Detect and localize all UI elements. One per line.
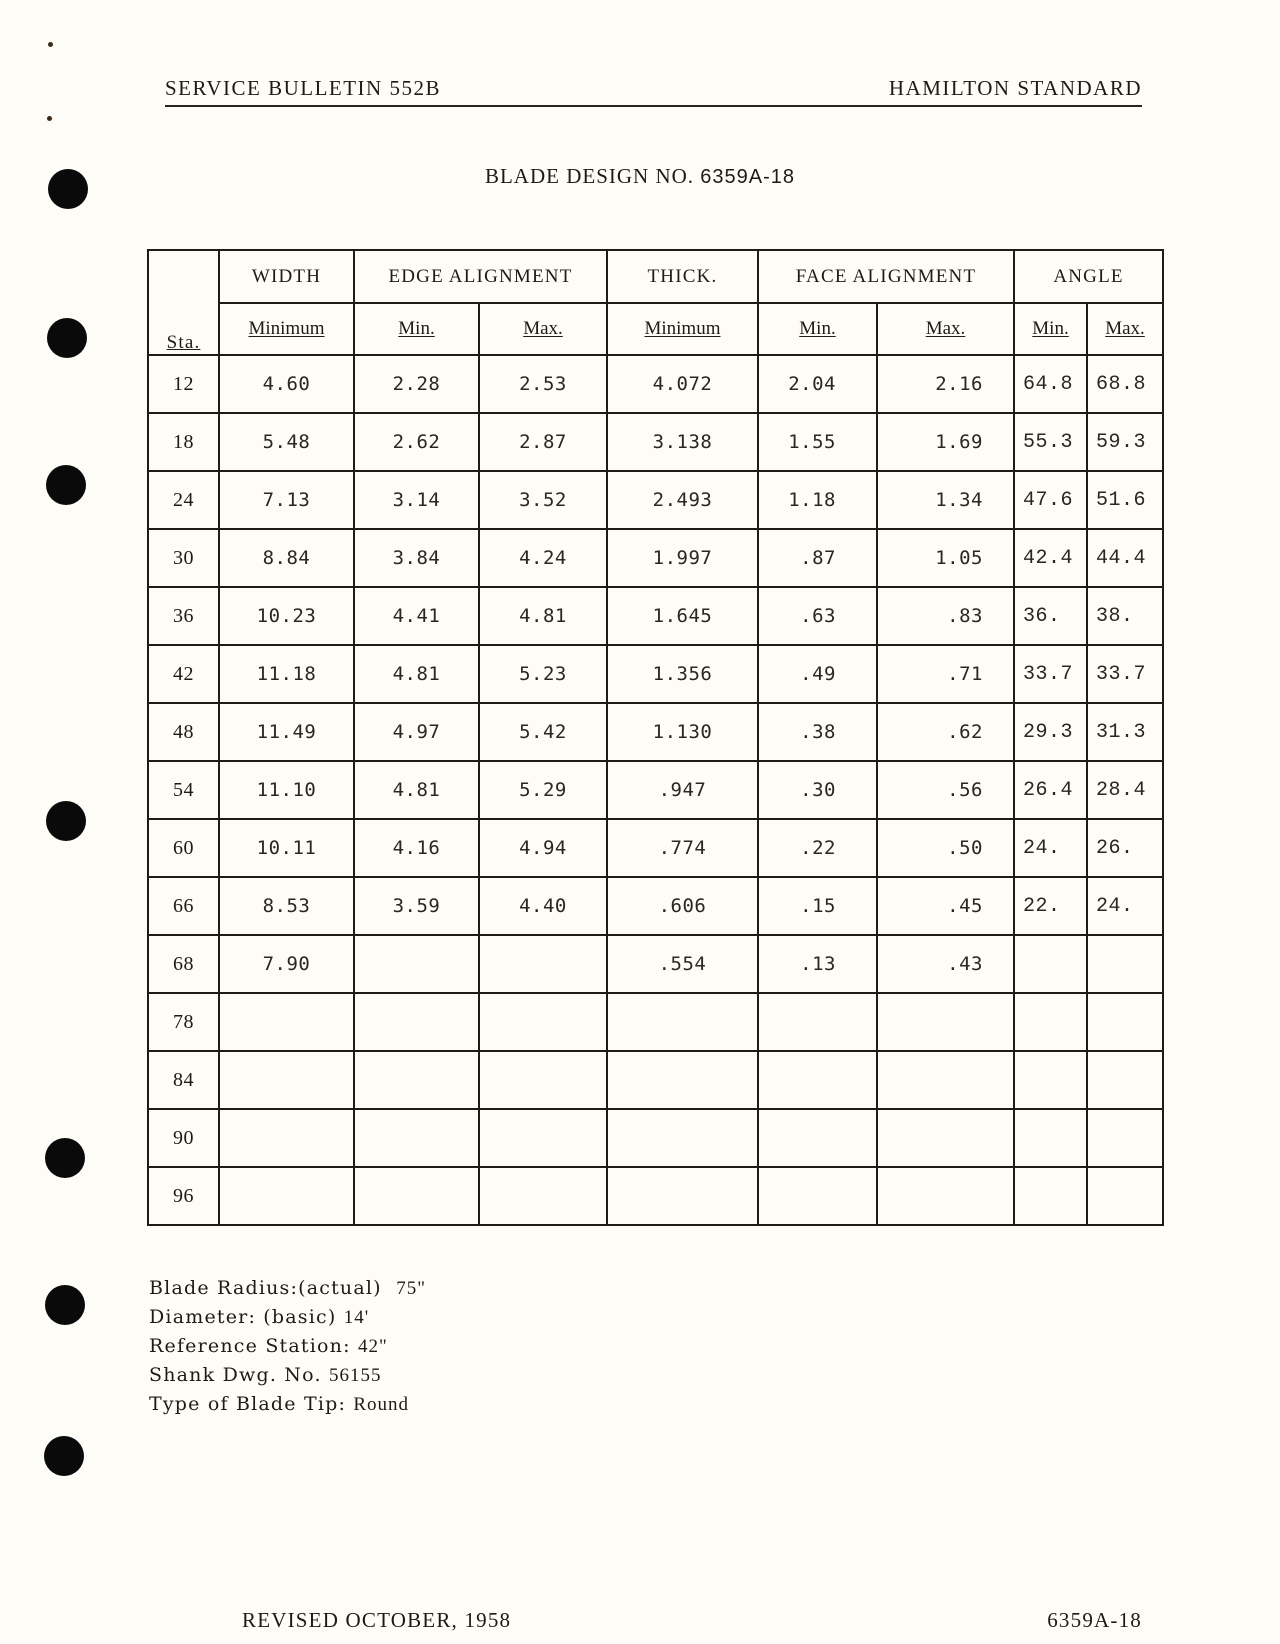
angle-max-cell [1087, 935, 1163, 993]
thick-cell [607, 1051, 758, 1109]
thick-cell [607, 993, 758, 1051]
width-cell [219, 1051, 354, 1109]
station-cell: 42 [148, 645, 219, 703]
face-max-cell: .83 [877, 587, 1014, 645]
width-cell [219, 1167, 354, 1225]
angle-max-cell: 26. [1087, 819, 1163, 877]
angle-max-cell: 28.4 [1087, 761, 1163, 819]
station-cell: 18 [148, 413, 219, 471]
edge-max-cell: 4.94 [479, 819, 607, 877]
edge-max-cell: 2.87 [479, 413, 607, 471]
edge-min-cell: 4.16 [354, 819, 479, 877]
edge-min-cell: 4.41 [354, 587, 479, 645]
width-cell: 11.49 [219, 703, 354, 761]
thick-cell: 1.997 [607, 529, 758, 587]
thick-cell: 1.130 [607, 703, 758, 761]
binder-hole [46, 465, 86, 505]
face-min-cell [758, 1051, 877, 1109]
width-cell: 7.13 [219, 471, 354, 529]
sub-header-width-min: Minimum [219, 303, 354, 355]
face-max-cell: .56 [877, 761, 1014, 819]
face-max-cell: 2.16 [877, 355, 1014, 413]
binder-hole [45, 1285, 85, 1325]
col-header-angle: ANGLE [1014, 250, 1163, 303]
station-cell: 48 [148, 703, 219, 761]
angle-max-cell: 33.7 [1087, 645, 1163, 703]
edge-min-cell [354, 993, 479, 1051]
face-min-cell: .63 [758, 587, 877, 645]
edge-max-cell: 4.81 [479, 587, 607, 645]
face-min-cell: .22 [758, 819, 877, 877]
col-header-width: WIDTH [219, 250, 354, 303]
edge-max-cell [479, 1051, 607, 1109]
table-row [148, 935, 1163, 993]
thick-cell: 2.493 [607, 471, 758, 529]
header-rule [165, 105, 1142, 107]
binder-hole [46, 801, 86, 841]
table-row [148, 471, 1163, 529]
table-row [148, 645, 1163, 703]
edge-max-cell: 5.29 [479, 761, 607, 819]
angle-max-cell: 51.6 [1087, 471, 1163, 529]
face-max-cell [877, 1051, 1014, 1109]
angle-max-cell [1087, 1051, 1163, 1109]
angle-min-cell [1014, 1167, 1087, 1225]
face-max-cell: .43 [877, 935, 1014, 993]
edge-max-cell: 4.24 [479, 529, 607, 587]
note-shank-dwg: Shank Dwg. No. 56155 [149, 1364, 382, 1386]
edge-min-cell [354, 1109, 479, 1167]
angle-min-cell [1014, 1109, 1087, 1167]
station-cell: 84 [148, 1051, 219, 1109]
width-cell: 4.60 [219, 355, 354, 413]
angle-max-cell: 68.8 [1087, 355, 1163, 413]
note-blade-radius: Blade Radius:(actual) 75" [149, 1277, 427, 1299]
angle-max-cell: 24. [1087, 877, 1163, 935]
table-row [148, 993, 1163, 1051]
station-cell: 36 [148, 587, 219, 645]
angle-min-cell: 26.4 [1014, 761, 1087, 819]
face-min-cell: .13 [758, 935, 877, 993]
edge-min-cell: 3.59 [354, 877, 479, 935]
angle-min-cell: 64.8 [1014, 355, 1087, 413]
angle-min-cell: 33.7 [1014, 645, 1087, 703]
face-min-cell: 1.18 [758, 471, 877, 529]
sub-header-angle-min: Min. [1014, 303, 1087, 355]
edge-max-cell: 4.40 [479, 877, 607, 935]
face-min-cell: 1.55 [758, 413, 877, 471]
sub-header-angle-max: Max. [1087, 303, 1163, 355]
thick-cell: 4.072 [607, 355, 758, 413]
face-max-cell: .50 [877, 819, 1014, 877]
station-cell: 66 [148, 877, 219, 935]
blade-spec-table [147, 249, 1164, 1226]
width-cell [219, 993, 354, 1051]
face-max-cell: .45 [877, 877, 1014, 935]
table-row [148, 529, 1163, 587]
angle-min-cell [1014, 935, 1087, 993]
binder-hole [47, 318, 87, 358]
width-cell: 11.10 [219, 761, 354, 819]
thick-cell [607, 1167, 758, 1225]
thick-cell [607, 1109, 758, 1167]
angle-max-cell: 59.3 [1087, 413, 1163, 471]
edge-min-cell: 4.81 [354, 645, 479, 703]
station-cell: 78 [148, 993, 219, 1051]
sub-header-row [148, 303, 1163, 355]
width-cell: 7.90 [219, 935, 354, 993]
face-min-cell: .49 [758, 645, 877, 703]
title-label: BLADE DESIGN NO. [484, 164, 695, 188]
face-max-cell [877, 1109, 1014, 1167]
note-reference-station: Reference Station: 42" [149, 1335, 388, 1357]
angle-max-cell [1087, 1167, 1163, 1225]
sub-header-thick-min: Minimum [607, 303, 758, 355]
col-header-edge-alignment: EDGE ALIGNMENT [354, 250, 607, 303]
table-row [148, 761, 1163, 819]
width-cell: 10.11 [219, 819, 354, 877]
page-id: 6359A-18 [1047, 1608, 1142, 1632]
note-diameter: Diameter: (basic) 14' [149, 1306, 370, 1328]
thick-cell: 3.138 [607, 413, 758, 471]
angle-min-cell: 55.3 [1014, 413, 1087, 471]
width-cell: 8.84 [219, 529, 354, 587]
angle-min-cell: 42.4 [1014, 529, 1087, 587]
table-row [148, 413, 1163, 471]
blade-notes [149, 1274, 426, 1419]
angle-max-cell [1087, 993, 1163, 1051]
face-min-cell: .87 [758, 529, 877, 587]
edge-min-cell [354, 935, 479, 993]
face-min-cell [758, 1109, 877, 1167]
face-max-cell: .62 [877, 703, 1014, 761]
station-cell: 90 [148, 1109, 219, 1167]
width-cell: 10.23 [219, 587, 354, 645]
station-cell: 54 [148, 761, 219, 819]
thick-cell: 1.645 [607, 587, 758, 645]
face-max-cell: 1.34 [877, 471, 1014, 529]
face-min-cell [758, 993, 877, 1051]
blade-design-number: 6359A-18 [700, 166, 796, 188]
edge-max-cell: 5.42 [479, 703, 607, 761]
face-min-cell: .15 [758, 877, 877, 935]
binder-hole [44, 1436, 84, 1476]
table-row [148, 877, 1163, 935]
page-title [0, 164, 1280, 189]
angle-min-cell [1014, 1051, 1087, 1109]
face-min-cell: .30 [758, 761, 877, 819]
sub-header-face-max: Max. [877, 303, 1014, 355]
face-min-cell: .38 [758, 703, 877, 761]
table-row [148, 1167, 1163, 1225]
angle-min-cell [1014, 993, 1087, 1051]
edge-min-cell: 4.97 [354, 703, 479, 761]
face-max-cell [877, 1167, 1014, 1225]
angle-min-cell: 24. [1014, 819, 1087, 877]
table-row [148, 587, 1163, 645]
edge-max-cell [479, 993, 607, 1051]
table-row [148, 1051, 1163, 1109]
angle-min-cell: 22. [1014, 877, 1087, 935]
face-max-cell [877, 993, 1014, 1051]
table-row [148, 1109, 1163, 1167]
thick-cell: .554 [607, 935, 758, 993]
station-cell: 96 [148, 1167, 219, 1225]
edge-max-cell: 5.23 [479, 645, 607, 703]
angle-max-cell: 38. [1087, 587, 1163, 645]
station-cell: 24 [148, 471, 219, 529]
edge-max-cell [479, 935, 607, 993]
angle-min-cell: 29.3 [1014, 703, 1087, 761]
width-cell: 5.48 [219, 413, 354, 471]
edge-max-cell: 3.52 [479, 471, 607, 529]
edge-min-cell [354, 1051, 479, 1109]
edge-max-cell [479, 1109, 607, 1167]
table-row [148, 703, 1163, 761]
sub-header-edge-max: Max. [479, 303, 607, 355]
sub-header-edge-min: Min. [354, 303, 479, 355]
width-cell: 8.53 [219, 877, 354, 935]
edge-min-cell: 2.62 [354, 413, 479, 471]
revision-date: REVISED OCTOBER, 1958 [242, 1608, 512, 1632]
thick-cell: 1.356 [607, 645, 758, 703]
width-cell [219, 1109, 354, 1167]
bulletin-number: SERVICE BULLETIN 552B [165, 76, 441, 100]
angle-max-cell: 31.3 [1087, 703, 1163, 761]
binder-hole [45, 1138, 85, 1178]
col-header-thick: THICK. [607, 250, 758, 303]
face-max-cell: 1.05 [877, 529, 1014, 587]
face-max-cell: 1.69 [877, 413, 1014, 471]
company-name: HAMILTON STANDARD [888, 76, 1142, 100]
station-cell: 12 [148, 355, 219, 413]
edge-max-cell [479, 1167, 607, 1225]
col-header-face-alignment: FACE ALIGNMENT [758, 250, 1014, 303]
face-min-cell: 2.04 [758, 355, 877, 413]
angle-max-cell [1087, 1109, 1163, 1167]
edge-min-cell: 3.14 [354, 471, 479, 529]
table-row [148, 355, 1163, 413]
paper-speck [47, 116, 52, 121]
edge-min-cell: 3.84 [354, 529, 479, 587]
width-cell: 11.18 [219, 645, 354, 703]
station-cell: 60 [148, 819, 219, 877]
station-cell: 68 [148, 935, 219, 993]
edge-max-cell: 2.53 [479, 355, 607, 413]
col-header-sta: Sta. [148, 250, 219, 355]
face-min-cell [758, 1167, 877, 1225]
thick-cell: .606 [607, 877, 758, 935]
edge-min-cell: 4.81 [354, 761, 479, 819]
angle-max-cell: 44.4 [1087, 529, 1163, 587]
paper-speck [48, 42, 53, 47]
group-header-row [148, 250, 1163, 303]
thick-cell: .947 [607, 761, 758, 819]
sub-header-face-min: Min. [758, 303, 877, 355]
station-cell: 30 [148, 529, 219, 587]
edge-min-cell: 2.28 [354, 355, 479, 413]
angle-min-cell: 36. [1014, 587, 1087, 645]
face-max-cell: .71 [877, 645, 1014, 703]
edge-min-cell [354, 1167, 479, 1225]
angle-min-cell: 47.6 [1014, 471, 1087, 529]
thick-cell: .774 [607, 819, 758, 877]
table-row [148, 819, 1163, 877]
note-blade-tip: Type of Blade Tip: Round [149, 1393, 410, 1415]
